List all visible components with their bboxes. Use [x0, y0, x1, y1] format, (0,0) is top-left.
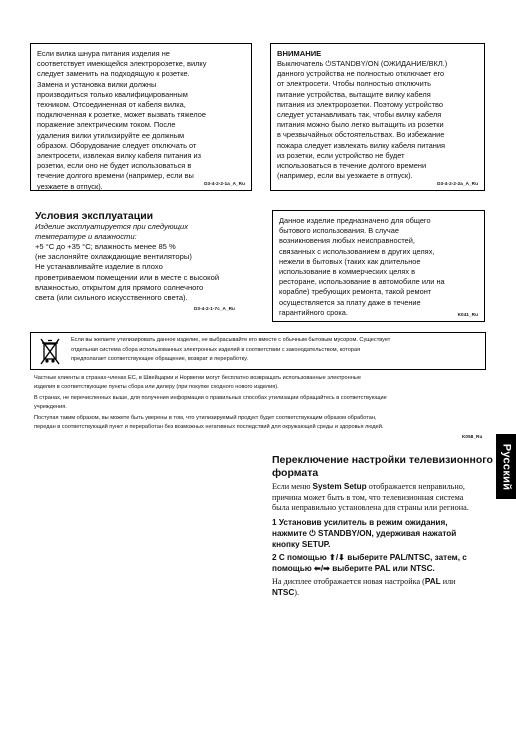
step-2-line: 2 С помощью ⬆/⬇ выберите PAL/NTSC, затем, с	[272, 553, 467, 562]
step-1-line: 1 Установив усилитель в режим ожидания,	[272, 518, 448, 527]
household-use-box	[272, 210, 485, 322]
warning-line: следует устанавливать так, чтобы вилку кабеля	[277, 110, 442, 120]
warning-line: питания можно было легко вытащить из розетки	[277, 120, 444, 130]
standby-warning-text	[277, 59, 478, 181]
standby-warning-title: ВНИМАНИЕ	[277, 49, 322, 58]
tv-format-intro	[272, 482, 469, 514]
language-side-tab-label: Русский	[500, 443, 513, 490]
warning-line: питания из электророзетки. Поэтому устройство	[277, 99, 443, 109]
disposal-code: K058_Ru	[462, 434, 483, 439]
tv-format-result-line	[272, 577, 456, 588]
standby-warning-code: D3-4-2-2-2a_A_Ru	[437, 181, 478, 186]
tv-format-result	[272, 577, 456, 598]
operating-conditions-title: Условия эксплуатации	[35, 210, 154, 222]
tv-format-title: Переключение настройки телевизионного формата	[272, 454, 493, 479]
intro-text: отображается неправильно,	[366, 482, 465, 491]
warning-line: Выключатель ⏻STANDBY/ON (ОЖИДАНИЕ/ВКЛ.)	[277, 59, 448, 68]
standby-warning-box	[270, 43, 485, 191]
power-plug-notice-text: Если вилка шнура питания изделия не соответствует имеющейся электророзетке, вилку следует заменить на подходящую к розетке. Замена и установка вилки должны производиться только квалифицированным техником. Отсоединенная от кабеля вилка, подключенная к розетке, может вызвать тяжелое поражение электрическим током. После удаления вилки утилизируйте ее должным образом. Оборудование следует отключать от электросети, извлекая вилку кабеля питания из розетки, если оно не будет использоваться в течение долгого времени (например, если вы уезжаете в отпуск).	[37, 49, 207, 191]
result-text: или	[440, 577, 456, 586]
power-plug-notice-box	[30, 43, 252, 191]
tv-format-intro-first-line	[272, 482, 469, 493]
household-use-text: Данное изделие предназначено для общего бытового использования. В случае возникновения любых неисправностей, связанных с использованием в других целях, нежели в бытовых (таких как длительное использование в коммерческих целях в ресторане, использование в автомобиле или на корабле) требующих ремонта, такой ремонт осуществляется за плату даже в течение гарантийного срока.	[279, 216, 445, 317]
result-text: На дисплее отображается новая настройка (	[272, 577, 425, 586]
result-text: ).	[294, 587, 300, 597]
warning-line: использоваться в течение долгого времени	[277, 161, 427, 171]
intro-text: Если меню	[272, 482, 313, 491]
warning-line: в чрезвычайных обстоятельствах. Во избежание	[277, 130, 445, 140]
disposal-paragraph-assurance: Поступая таким образом, вы можете быть уверены в том, что утилизируемый продукт будет соответствующим образом обработан, передан в соответствующий пункт и переработан без возможных негативных последствий для окружающей среды и здоровья людей.	[34, 415, 384, 430]
power-plug-notice-code: D3-4-2-2-1a_A_Ru	[204, 181, 245, 186]
disposal-paragraph-other-countries: В странах, не перечисленных выше, для получения информации о правильных способах утилизации обращайтесь в соответствующие учреждения.	[34, 395, 387, 410]
disposal-paragraph-eu: Частные клиенты в странах-членах ЕС, в Швейцарии и Норвегии могут бесплатно возвращать использованные электронные изделия в соответствующие пункты сбора или дилеру (при покупке сходного нового изделия).	[34, 375, 361, 390]
warning-line: от электросети. Чтобы полностью отключить	[277, 79, 431, 89]
disposal-box	[30, 332, 486, 370]
language-side-tab	[496, 434, 516, 499]
tv-format-step-1	[272, 518, 456, 550]
household-use-code: K041_Ru	[457, 312, 478, 317]
warning-line: из розетки, если устройство не будет	[277, 150, 405, 160]
tv-format-step-2	[272, 553, 467, 575]
disposal-box-text: Если вы желаете утилизировать данное изделие, не выбрасывайте его вместе с обычным бытовым мусором. Существует отдельная система сбора использованных электронных изделий в соответствии с законодательством, которая предполагает соответствующее обращение, возврат и переработку.	[71, 337, 391, 363]
step-1-line: кнопку SETUP.	[272, 539, 331, 549]
operating-conditions-text: +5 °C до +35 °C; влажность менее 85 % (не заслоняйте охлаждающие вентиляторы) Не устанавливайте изделие в плохо проветриваемом помещении или в месте с высокой влажностью, открытом для прямого солнечного света (или сильного искусственного света).	[35, 242, 220, 303]
step-1-line: нажмите ⏻ STANDBY/ON, удерживая нажатой	[272, 528, 457, 538]
pal-option: PAL	[424, 577, 441, 586]
crossed-out-bin-icon	[39, 337, 61, 367]
warning-line: (например, если вы уезжаете в отпуск).	[277, 171, 413, 181]
operating-conditions-code: D3-4-2-1-7c_A_Ru	[194, 306, 235, 311]
warning-line: питание устройства, вытащите вилку кабеля	[277, 89, 431, 99]
step-2-line: помощью ⬅/➡ выберите PAL или NTSC.	[272, 563, 435, 573]
ntsc-option: NTSC	[272, 587, 295, 597]
warning-line: пожара следует извлекать вилку кабеля питания	[277, 140, 445, 150]
operating-conditions-subtitle: Изделие эксплуатируется при следующих температуре и влажности:	[35, 222, 189, 242]
intro-rest-text: причина может быть в том, что телевизионная система была неправильно установлена для страны или региона.	[272, 492, 469, 513]
warning-line: данного устройства не полностью отключает его	[277, 69, 445, 79]
system-setup-menu-name: System Setup	[312, 482, 367, 491]
